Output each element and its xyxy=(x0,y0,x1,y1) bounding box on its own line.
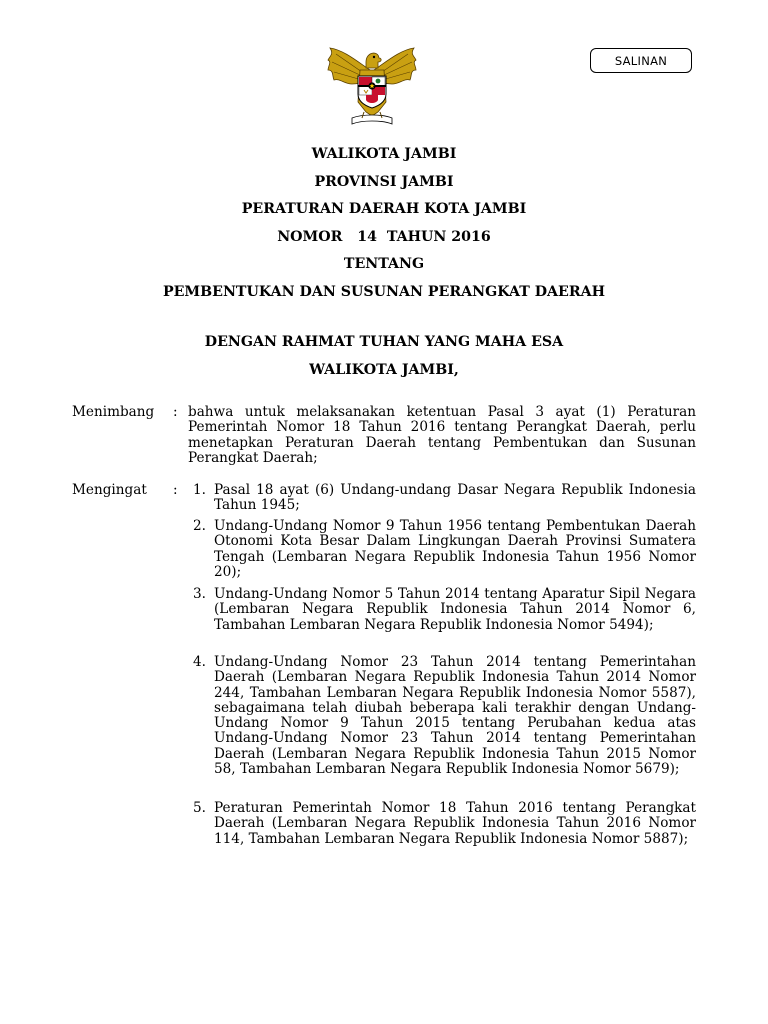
mengingat-colon: : xyxy=(173,482,178,498)
garuda-emblem-icon xyxy=(322,40,422,130)
heading-subject: PEMBENTUKAN DAN SUSUNAN PERANGKAT DAERAH xyxy=(162,284,606,300)
heading-peraturan: PERATURAN DAERAH KOTA JAMBI xyxy=(241,201,527,217)
heading-tentang: TENTANG xyxy=(343,256,425,272)
menimbang-label: Menimbang xyxy=(72,404,155,420)
list-item-text: Undang-Undang Nomor 5 Tahun 2014 tentang Aparatur Sipil Negara (Lembaran Negara Republik Indonesia Tahun 2014 Nomor 6, Tambahan Lembaran Negara Republik Indonesia Nomor 5494); xyxy=(214,586,696,633)
list-item-text: Undang-Undang Nomor 23 Tahun 2014 tentang Pemerintahan Daerah (Lembaran Negara Republik Indonesia Tahun 2014 Nomor 244, Tambahan Lembaran Negara Republik Indonesia Nomor 5587), sebagaimana telah diubah beberapa kali terakhir dengan Undang-Undang Nomor 9 Tahun 2015 tentang Perubahan kedua atas Undang-Undang Nomor 23 Tahun 2014 tentang Pemerintahan Daerah (Lembaran Negara Republik Indonesia Tahun 2015 Nomor 58, Tambahan Lembaran Negara Republik Indonesia Nomor 5679); xyxy=(214,654,696,778)
menimbang-colon: : xyxy=(173,404,178,420)
list-item-number: 5. xyxy=(193,800,206,816)
list-item-number: 1. xyxy=(193,482,206,498)
heading-walikota-jambi: WALIKOTA JAMBI, xyxy=(309,362,459,378)
list-item-number: 4. xyxy=(193,654,206,670)
list-item-number: 2. xyxy=(193,518,206,534)
heading-nomor: NOMOR 14 TAHUN 2016 xyxy=(277,229,491,245)
heading-provinsi: PROVINSI JAMBI xyxy=(314,174,454,190)
list-item-text: Peraturan Pemerintah Nomor 18 Tahun 2016 tentang Perangkat Daerah (Lembaran Negara Republik Indonesia Tahun 2016 Nomor 114, Tambahan Lembaran Negara Republik Indonesia Nomor 5887); xyxy=(214,800,696,847)
heading-rahmat: DENGAN RAHMAT TUHAN YANG MAHA ESA xyxy=(204,334,564,350)
menimbang-text: bahwa untuk melaksanakan ketentuan Pasal 3 ayat (1) Peraturan Pemerintah Nomor 18 Tahun 2016 tentang Perangkat Daerah, perlu menetapkan Peraturan Daerah tentang Pembentukan dan Susunan Perangkat Daerah; xyxy=(188,404,696,466)
list-item-text: Undang-Undang Nomor 9 Tahun 1956 tentang Pembentukan Daerah Otonomi Kota Besar Dalam Lingkungan Daerah Provinsi Sumatera Tengah (Lembaran Negara Republik Indonesia Tahun 1956 Nomor 20); xyxy=(214,518,696,580)
list-item-number: 3. xyxy=(193,586,206,602)
list-item-text: Pasal 18 ayat (6) Undang-undang Dasar Negara Republik Indonesia Tahun 1945; xyxy=(214,482,696,514)
salinan-stamp: SALINAN xyxy=(590,48,692,73)
heading-walikota: WALIKOTA JAMBI xyxy=(311,146,457,162)
mengingat-label: Mengingat xyxy=(72,482,147,498)
